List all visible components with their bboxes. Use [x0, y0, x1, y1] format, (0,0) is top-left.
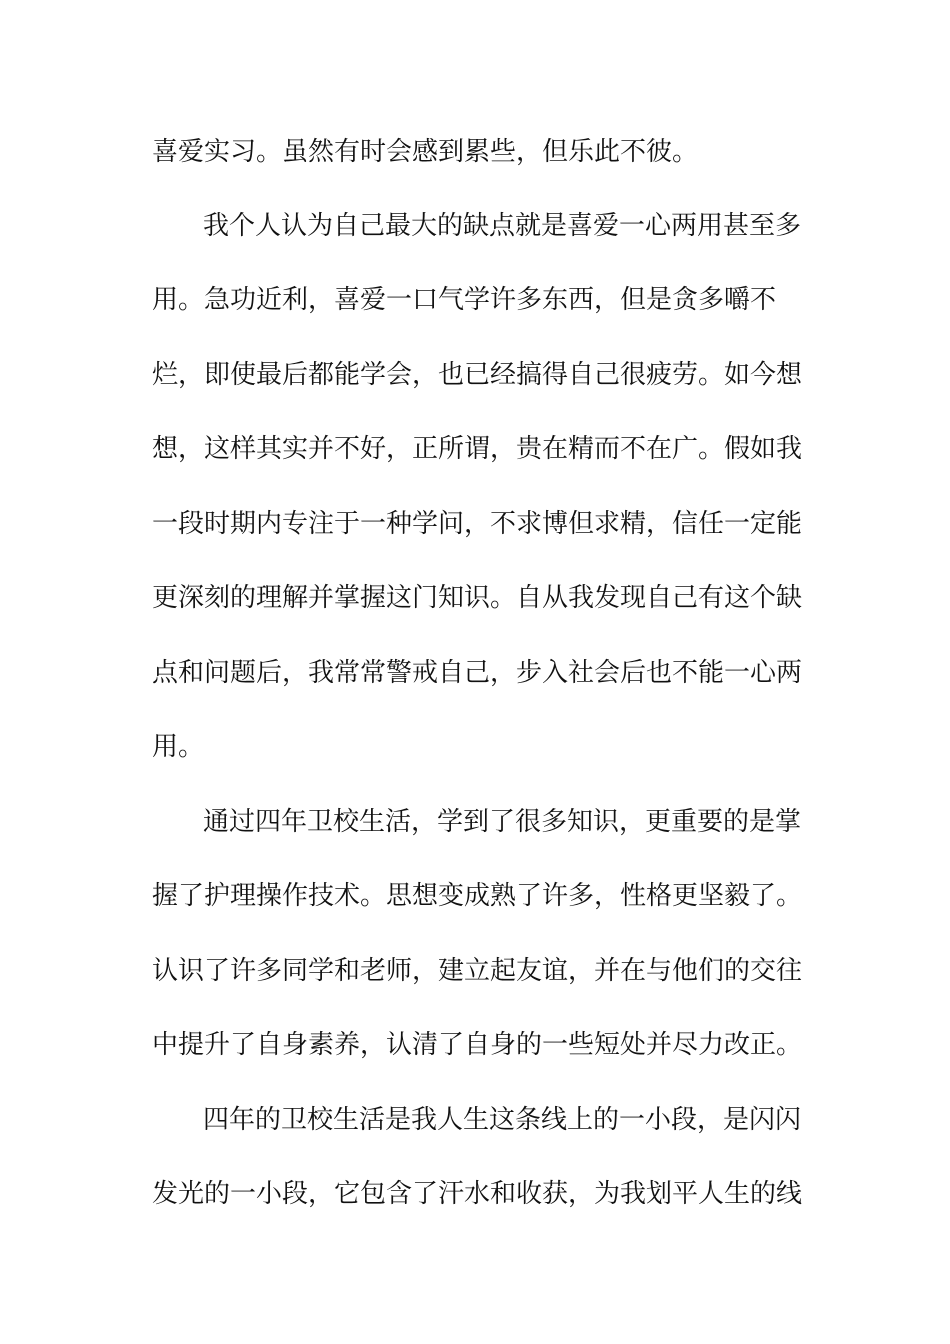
text-line: 一段时期内专注于一种学问，不求博但求精，信任一定能 — [152, 509, 803, 539]
text-line: 握了护理操作技术。思想变成熟了许多，性格更坚毅了。 — [152, 881, 803, 911]
text-line: 点和问题后，我常常警戒自己，步入社会后也不能一心两 — [152, 658, 803, 688]
paragraph-first-line: 四年的卫校生活是我人生这条线上的一小段，是闪闪 — [203, 1105, 802, 1135]
text-line: 烂，即使最后都能学会，也已经搞得自己很疲劳。如今想 — [152, 360, 803, 390]
text-line: 用。急功近利，喜爱一口气学许多东西，但是贪多嚼不 — [152, 285, 777, 315]
text-line: 想，这样其实并不好，正所谓，贵在精而不在广。假如我 — [152, 434, 803, 464]
text-line: 喜爱实习。虽然有时会感到累些，但乐此不彼。 — [152, 137, 699, 167]
text-line: 发光的一小段，它包含了汗水和收获，为我划平人生的线 — [152, 1179, 803, 1209]
text-line: 认识了许多同学和老师，建立起友谊，并在与他们的交往 — [152, 956, 803, 986]
text-line: 用。 — [152, 732, 205, 762]
text-line: 更深刻的理解并掌握这门知识。自从我发现自己有这个缺 — [152, 583, 803, 613]
paragraph-first-line: 通过四年卫校生活，学到了很多知识，更重要的是掌 — [203, 807, 802, 837]
paragraph-first-line: 我个人认为自己最大的缺点就是喜爱一心两用甚至多 — [203, 211, 802, 241]
text-line: 中提升了自身素养，认清了自身的一些短处并尽力改正。 — [152, 1030, 803, 1060]
